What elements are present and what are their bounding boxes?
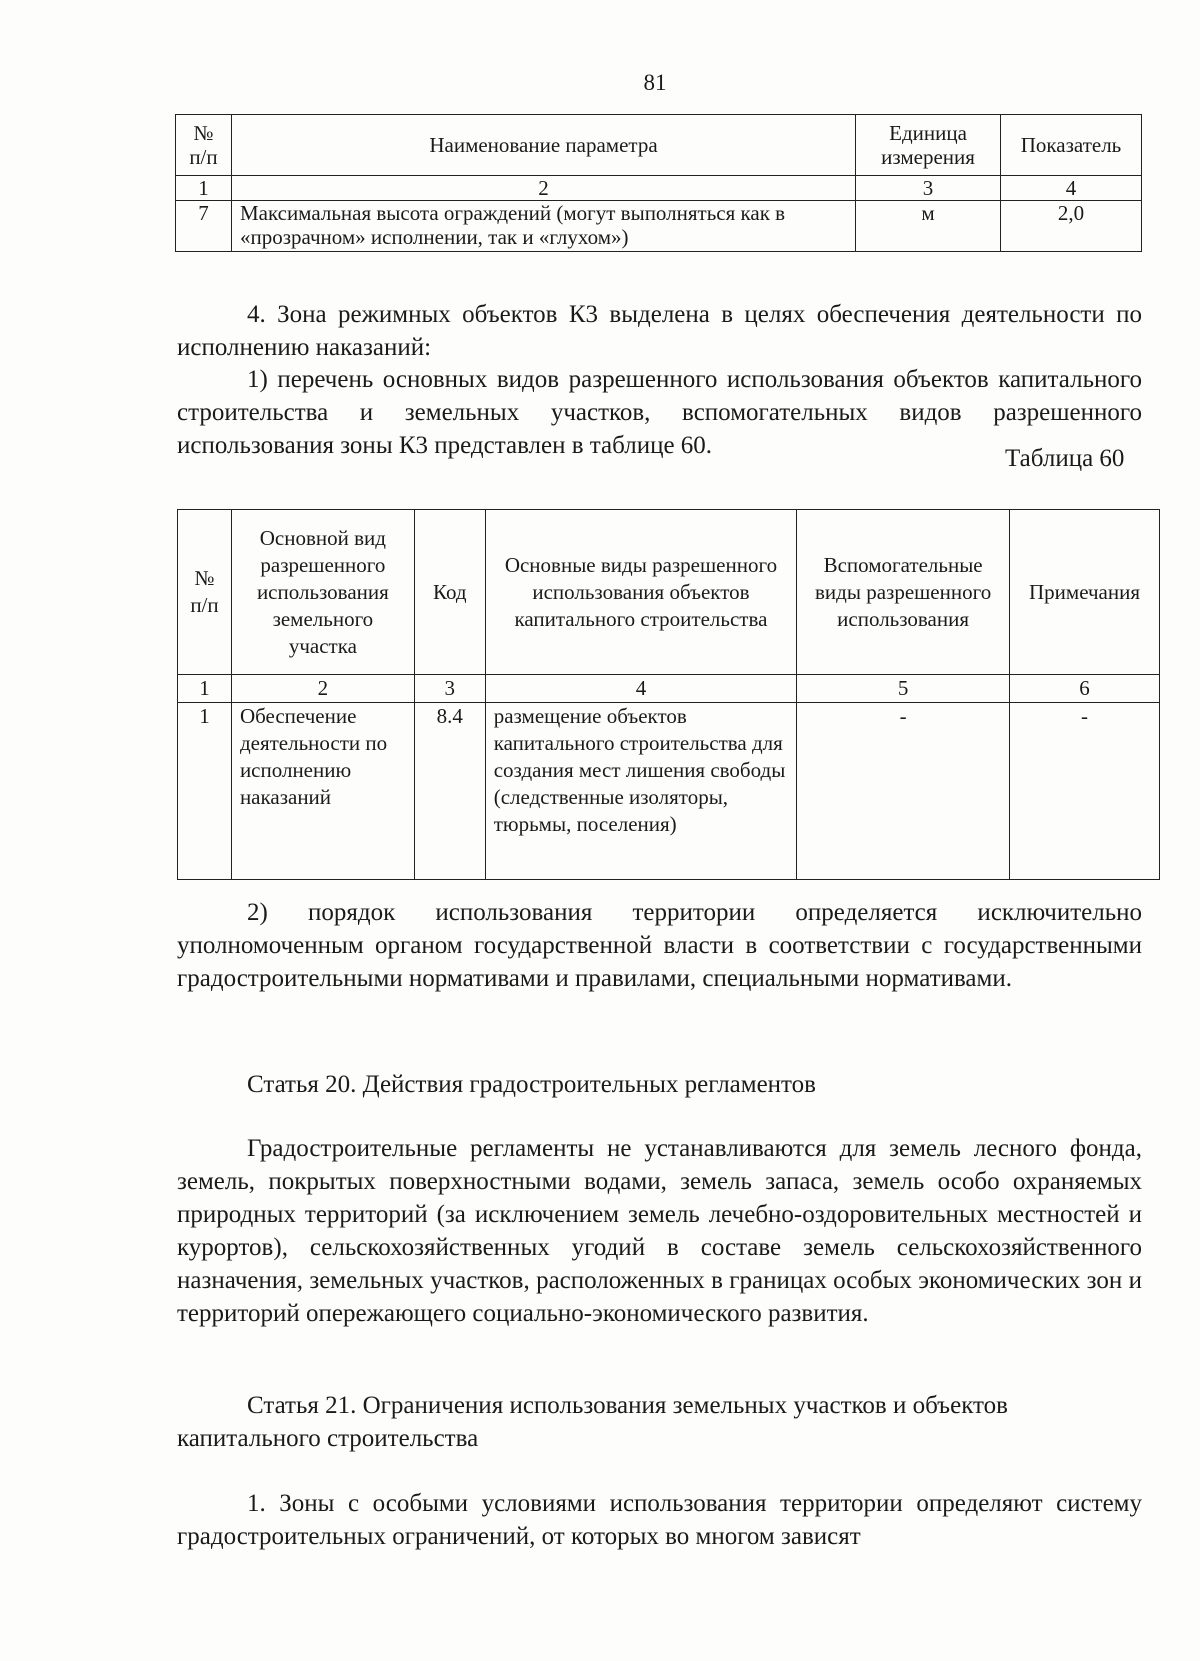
column-number: 6 xyxy=(1010,675,1160,703)
header-cell: Единица измерения xyxy=(856,115,1001,176)
header-cell: Код xyxy=(414,510,485,675)
table-header-row xyxy=(178,510,1160,675)
column-number: 3 xyxy=(414,675,485,703)
column-number: 2 xyxy=(231,176,855,201)
table-cell: Обеспечение деятельности по исполнению наказаний xyxy=(231,703,414,880)
article-20-title: Статья 20. Действия градостроительных регламентов xyxy=(247,1071,816,1098)
paragraph-zone-k3 xyxy=(177,298,1142,364)
table-cell: - xyxy=(1010,703,1160,880)
table-cell: 1 xyxy=(178,703,232,880)
paragraph-text: 4. Зона режимных объектов К3 выделена в целях обеспечения деятельности по исполнению наказаний: xyxy=(177,301,1142,361)
table-cell: м xyxy=(856,201,1001,252)
table-cell: размещение объектов капитального строительства для создания мест лишения свободы (следственные изоляторы, тюрьмы, поселения) xyxy=(485,703,796,880)
paragraph-list-item-1 xyxy=(177,363,1142,462)
table-row xyxy=(176,201,1142,252)
header-cell: Основные виды разрешенного использования объектов капитального строительства xyxy=(485,510,796,675)
column-number: 4 xyxy=(485,675,796,703)
parameters-table xyxy=(175,114,1142,252)
paragraph-article-20 xyxy=(177,1132,1142,1330)
column-number: 3 xyxy=(856,176,1001,201)
paragraph-text: Градостроительные регламенты не устанавливаются для земель лесного фонда, земель, покрытых поверхностными водами, земель запаса, земель особо охраняемых природных территорий (за исключением земель лечебно-оздоровительных местностей и курортов), сельскохозяйственных угодий в составе земель сельскохозяйственного назначения, земельных участков, расположенных в границах особых экономических зон и территорий опережающего социально-экономического развития. xyxy=(177,1135,1142,1327)
header-cell: № п/п xyxy=(178,510,232,675)
table-cell: - xyxy=(797,703,1010,880)
table-cell: 2,0 xyxy=(1001,201,1142,252)
table-row xyxy=(178,703,1160,880)
paragraph-text: 2) порядок использования территории определяется исключительно уполномоченным органом государственной власти в соответствии с государственными градостроительными нормативами и правилами, специальными нормативами. xyxy=(177,899,1142,992)
column-number: 1 xyxy=(176,176,232,201)
header-cell: Вспомогательные виды разрешенного использования xyxy=(797,510,1010,675)
table-caption: Таблица 60 xyxy=(1005,445,1125,472)
paragraph-list-item-2 xyxy=(177,896,1142,995)
page-number: 81 xyxy=(643,70,667,95)
table-cell: 7 xyxy=(176,201,232,252)
table-cell: Максимальная высота ограждений (могут выполняться как в «прозрачном» исполнении, так и «глухом») xyxy=(231,201,855,252)
column-number: 1 xyxy=(178,675,232,703)
header-cell: Примечания xyxy=(1010,510,1160,675)
column-number: 4 xyxy=(1001,176,1142,201)
permitted-use-table xyxy=(177,509,1160,880)
header-cell: № п/п xyxy=(176,115,232,176)
paragraph-article-21 xyxy=(177,1487,1142,1553)
header-cell: Основной вид разрешенного использования земельного участка xyxy=(231,510,414,675)
table-header-row xyxy=(176,115,1142,176)
column-number-row xyxy=(178,675,1160,703)
paragraph-text: 1) перечень основных видов разрешенного использования объектов капитального строительства и земельных участков, вспомогательных видов разрешенного использования зоны К3 представлен в таблице 60. xyxy=(177,366,1142,459)
column-number: 5 xyxy=(797,675,1010,703)
column-number-row xyxy=(176,176,1142,201)
article-21-title: Статья 21. Ограничения использования земельных участков и объектов капитального строительства xyxy=(177,1392,1008,1452)
header-cell: Наименование параметра xyxy=(231,115,855,176)
table-cell: 8.4 xyxy=(414,703,485,880)
paragraph-text: 1. Зоны с особыми условиями использования территории определяют систему градостроительных ограничений, от которых во многом зависят xyxy=(177,1490,1142,1550)
column-number: 2 xyxy=(231,675,414,703)
header-cell: Показатель xyxy=(1001,115,1142,176)
